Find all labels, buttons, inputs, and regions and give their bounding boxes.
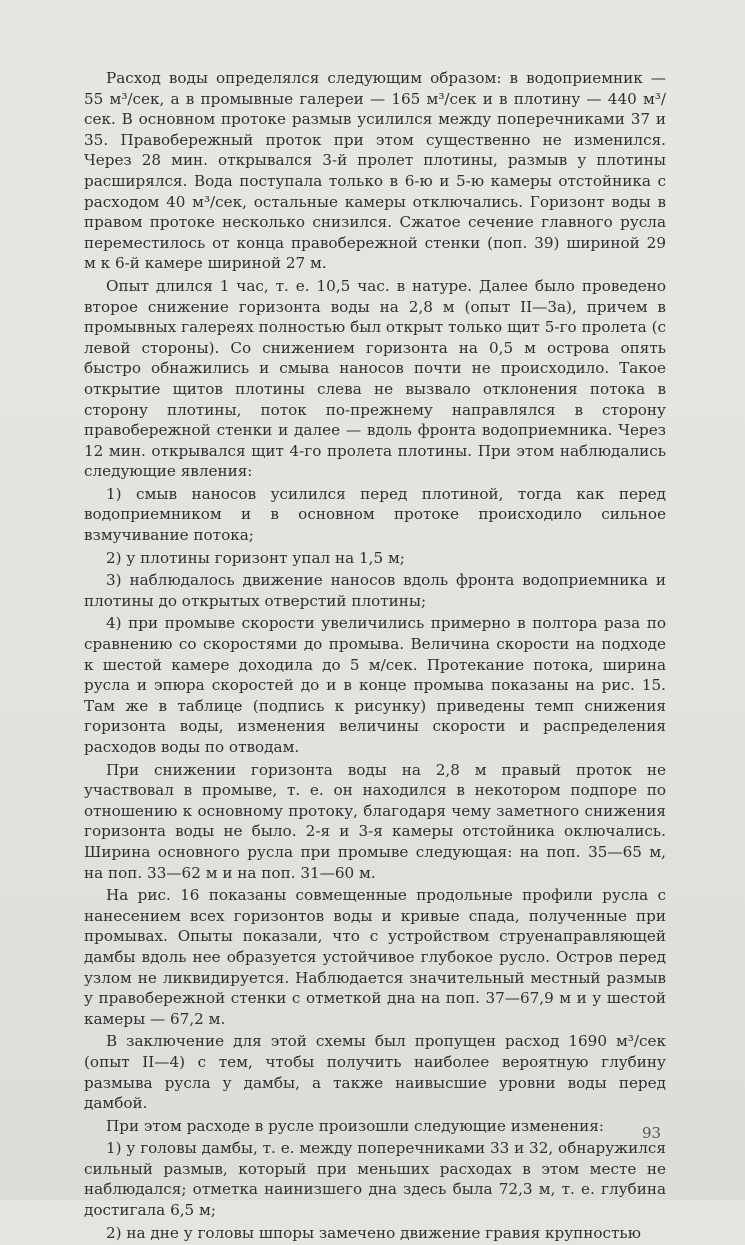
paragraph: Расход воды определялся следующим образом: в водоприемник — 55 м³/сек, а в промывные галереи — 165 м³/сек и в плотину — 440 м³/сек. В основном протоке размыв усилился между поперечниками 37 и 35. Правобережный проток при этом существенно не изменился. Через 28 мин. открывался 3-й пролет плотины, размыв у плотины расширялся. Вода поступала только в 6-ю и 5-ю камеры отстойника с расходом 40 м³/сек, остальные камеры отключались. Горизонт воды в правом протоке несколько снизился. Сжатое сечение главного русла переместилось от конца правобережной стенки (поп. 39) шириной 29 м к 6-й камере шириной 27 м. <box>84 69 666 273</box>
paragraph: Опыт длился 1 час, т. е. 10,5 час. в натуре. Далее было проведено второе снижение горизонта воды на 2,8 м (опыт II—3а), причем в промывных галереях полностью был открыт только щит 5-го пролета (с левой стороны). Со снижением горизонта на 0,5 м острова опять быстро обнажились и смыва наносов почти не происходило. Такое открытие щитов плотины слева не вызвало отклонения потока в сторону плотины, поток по-прежнему направлялся в сторону правобережной стенки и далее — вдоль фронта водоприемника. Через 12 мин. открывался щит 4-го пролета плотины. При этом наблюдались следующие явления: <box>84 276 666 481</box>
list-item: 4) при промыве скорости увеличились примерно в полтора раза по сравнению со скоростями до промыва. Величина скорости на подходе к шестой камере доходила до 5 м/сек. Протекание потока, ширина русла и эпюра скоростей до и в конце промыва показаны на рис. 15. Там же в таблице (подпись к рисунку) приведены темп снижения горизонта воды, изменения величины скорости и распределения расходов воды по отводам. <box>84 614 666 756</box>
list-item: 1) смыв наносов усилился перед плотиной, тогда как перед водоприемником и в основном протоке происходило сильное взмучивание потока; <box>84 484 666 545</box>
paragraph: На рис. 16 показаны совмещенные продольные профили русла с нанесением всех горизонтов воды и кривые спада, полученные при промывах. Опыты показали, что с устройством струенаправляющей дамбы вдоль нее образуется устойчивое глубокое русло. Остров перед узлом не ликвидируется. Наблюдается значительный местный размыв у правобережной стенки с отметкой дна на поп. 37—67,9 м и у шестой камеры — 67,2 м. <box>84 886 666 1028</box>
paragraph: При снижении горизонта воды на 2,8 м правый проток не участвовал в промыве, т. е. он находился в некотором подпоре по отношению к основному протоку, благодаря чему заметного снижения горизонта воды не было. 2-я и 3-я камеры отстойника оключались. Ширина основного русла при промыве следующая: на поп. 35—65 м, на поп. 33—62 м и на поп. 31—60 м. <box>84 760 666 882</box>
paragraph: В заключение для этой схемы был пропущен расход 1690 м³/сек (опыт II—4) с тем, чтобы получить наиболее вероятную глубину размыва русла у дамбы, а также наивысшие уровни воды перед дамбой. <box>84 1032 666 1113</box>
list-item: 2) у плотины горизонт упал на 1,5 м; <box>106 548 405 567</box>
list-item: 1) у головы дамбы, т. е. между поперечниками 33 и 32, обнаружился сильный размыв, который при меньших расходах в этом месте не наблюдался; отметка наинизшего дна здесь была 72,3 м, т. е. глубина достигала 6,5 м; <box>84 1139 666 1220</box>
paragraph: При этом расходе в русле произошли следующие изменения: <box>106 1116 604 1135</box>
list-item: 2) на дне у головы шпоры замечено движение гравия крупностью <box>106 1223 641 1242</box>
body-text <box>84 68 666 1245</box>
page-number: 93 <box>642 1124 662 1142</box>
list-item: 3) наблюдалось движение наносов вдоль фронта водоприемника и плотины до открытых отверстий плотины; <box>84 571 666 610</box>
